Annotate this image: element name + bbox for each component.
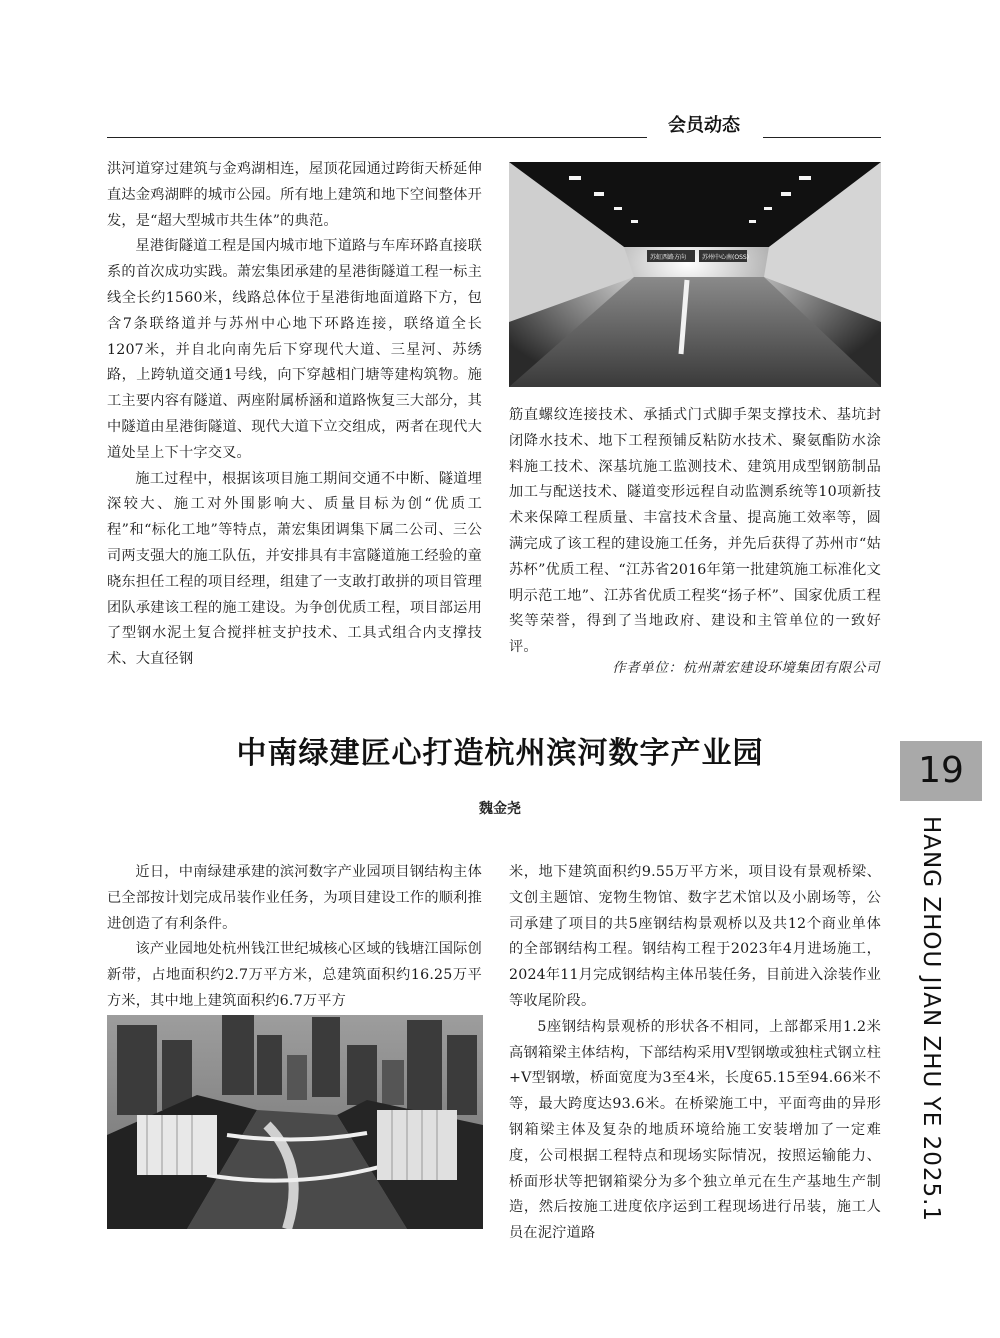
article-author: 魏金尧 xyxy=(479,801,521,817)
tunnel-sign-right: 苏州中心南(OSS) xyxy=(702,254,750,261)
journal-name: HANG ZHOU JIAN ZHU YE 2025.1 xyxy=(918,816,944,1223)
tunnel-photo xyxy=(509,162,881,387)
article2-left-column xyxy=(107,860,482,1015)
tunnel-sign-left: 苏虹西路方向 xyxy=(650,254,687,261)
article-title: 中南绿建匠心打造杭州滨河数字产业园 xyxy=(236,736,764,771)
paragraph: 星港街隧道工程是国内城市地下道路与车库环路直接联系的首次成功实践。萧宏集团承建的星港街隧道工程一标主线全长约1560米，线路总体位于星港街地面道路下方，包含7条联络道并与苏州中心地下环路连接，联络道全长1207米，并自北向南先后下穿现代大道、三星河、苏绣路，上跨轨道交通1号线，向下穿越相门塘等建构筑物。施工主要内容有隧道、两座附属桥涵和道路恢复三大部分，其中隧道由星港街隧道、现代大道下立交组成，两者在现代大道处呈上下十字交叉。 xyxy=(107,238,482,461)
header-rule-right xyxy=(763,137,881,138)
paragraph: 施工过程中，根据该项目施工期间交通不中断、隧道埋深较大、施工对外围影响大、质量目标为创“优质工程”和“标化工地”等特点，萧宏集团调集下属二公司、三公司两支强大的施工队伍，并安排具有丰富隧道施工经验的童晓东担任工程的项目经理，组建了一支敢打敢拼的项目管理团队承建该工程的施工建设。为争创优质工程，项目部运用了型钢水泥土复合搅拌桩支护技术、工具式组合内支撑技术、大直径钢 xyxy=(107,470,482,668)
header-rule-left xyxy=(107,137,647,138)
paragraph: 筋直螺纹连接技术、承插式门式脚手架支撑技术、基坑封闭降水技术、地下工程预铺反粘防水技术、聚氨酯防水涂料施工技术、深基坑施工监测技术、建筑用成型钢筋制品加工与配送技术、隧道变形远程自动监测系统等10项新技术来保障工程质量、丰富技术含量、提高施工效率等，圆满完成了该工程的建设施工任务，并先后获得了苏州市“姑苏杯”优质工程、“江苏省2016年第一批建筑施工标准化文明示范工地”、江苏省优质工程奖“扬子杯”、国家优质工程奖等荣誉，得到了当地政府、建设和主管单位的一致好评。 xyxy=(509,407,881,656)
article1-right-column xyxy=(509,403,881,661)
paragraph: 洪河道穿过建筑与金鸡湖相连，屋顶花园通过跨街天桥延伸直达金鸡湖畔的城市公园。所有地上建筑和地下空间整体开发，是“超大型城市共生体”的典范。 xyxy=(107,161,482,229)
article2-right-column xyxy=(509,860,881,1247)
paragraph: 5座钢结构景观桥的形状各不相同，上部都采用1.2米高钢箱梁主体结构，下部结构采用V型钢墩或独柱式钢立柱+V型钢墩，桥面宽度为3至4米，长度65.15至94.66米不等，最大跨度达93.6米。在桥梁施工中，平面弯曲的异形钢箱梁主体及复杂的地质环境给施工安装增加了一定难度，公司根据工程特点和现场实际情况，按照运输能力、桥面形状等把钢箱梁分为多个独立单元在生产基地生产制造，然后按施工进度依序运到工程现场进行吊装，施工人员在泥泞道路 xyxy=(509,1018,881,1242)
paragraph: 该产业园地处杭州钱江世纪城核心区域的钱塘江国际创新带，占地面积约2.7万平方米，总建筑面积约16.25万平方米，其中地上建筑面积约6.7万平方 xyxy=(107,941,482,1009)
section-label: 会员动态 xyxy=(650,111,758,141)
paragraph: 米，地下建筑面积约9.55万平方米，项目设有景观桥梁、文创主题馆、宠物生物馆、数字艺术馆以及小剧场等，公司承建了项目的共5座钢结构景观桥以及共12个商业单体的全部钢结构工程。钢结构工程于2023年4月进场施工，2024年11月完成钢结构主体吊装任务，目前进入涂装作业等收尾阶段。 xyxy=(509,864,881,1009)
article1-left-column xyxy=(107,157,482,673)
author-affiliation: 作者单位：杭州萧宏建设环境集团有限公司 xyxy=(612,660,880,676)
page-number: 19 xyxy=(900,741,982,801)
industrial-park-photo xyxy=(107,1015,483,1229)
paragraph: 近日，中南绿建承建的滨河数字产业园项目钢结构主体已全部按计划完成吊装作业任务，为项目建设工作的顺利推进创造了有利条件。 xyxy=(107,864,482,932)
